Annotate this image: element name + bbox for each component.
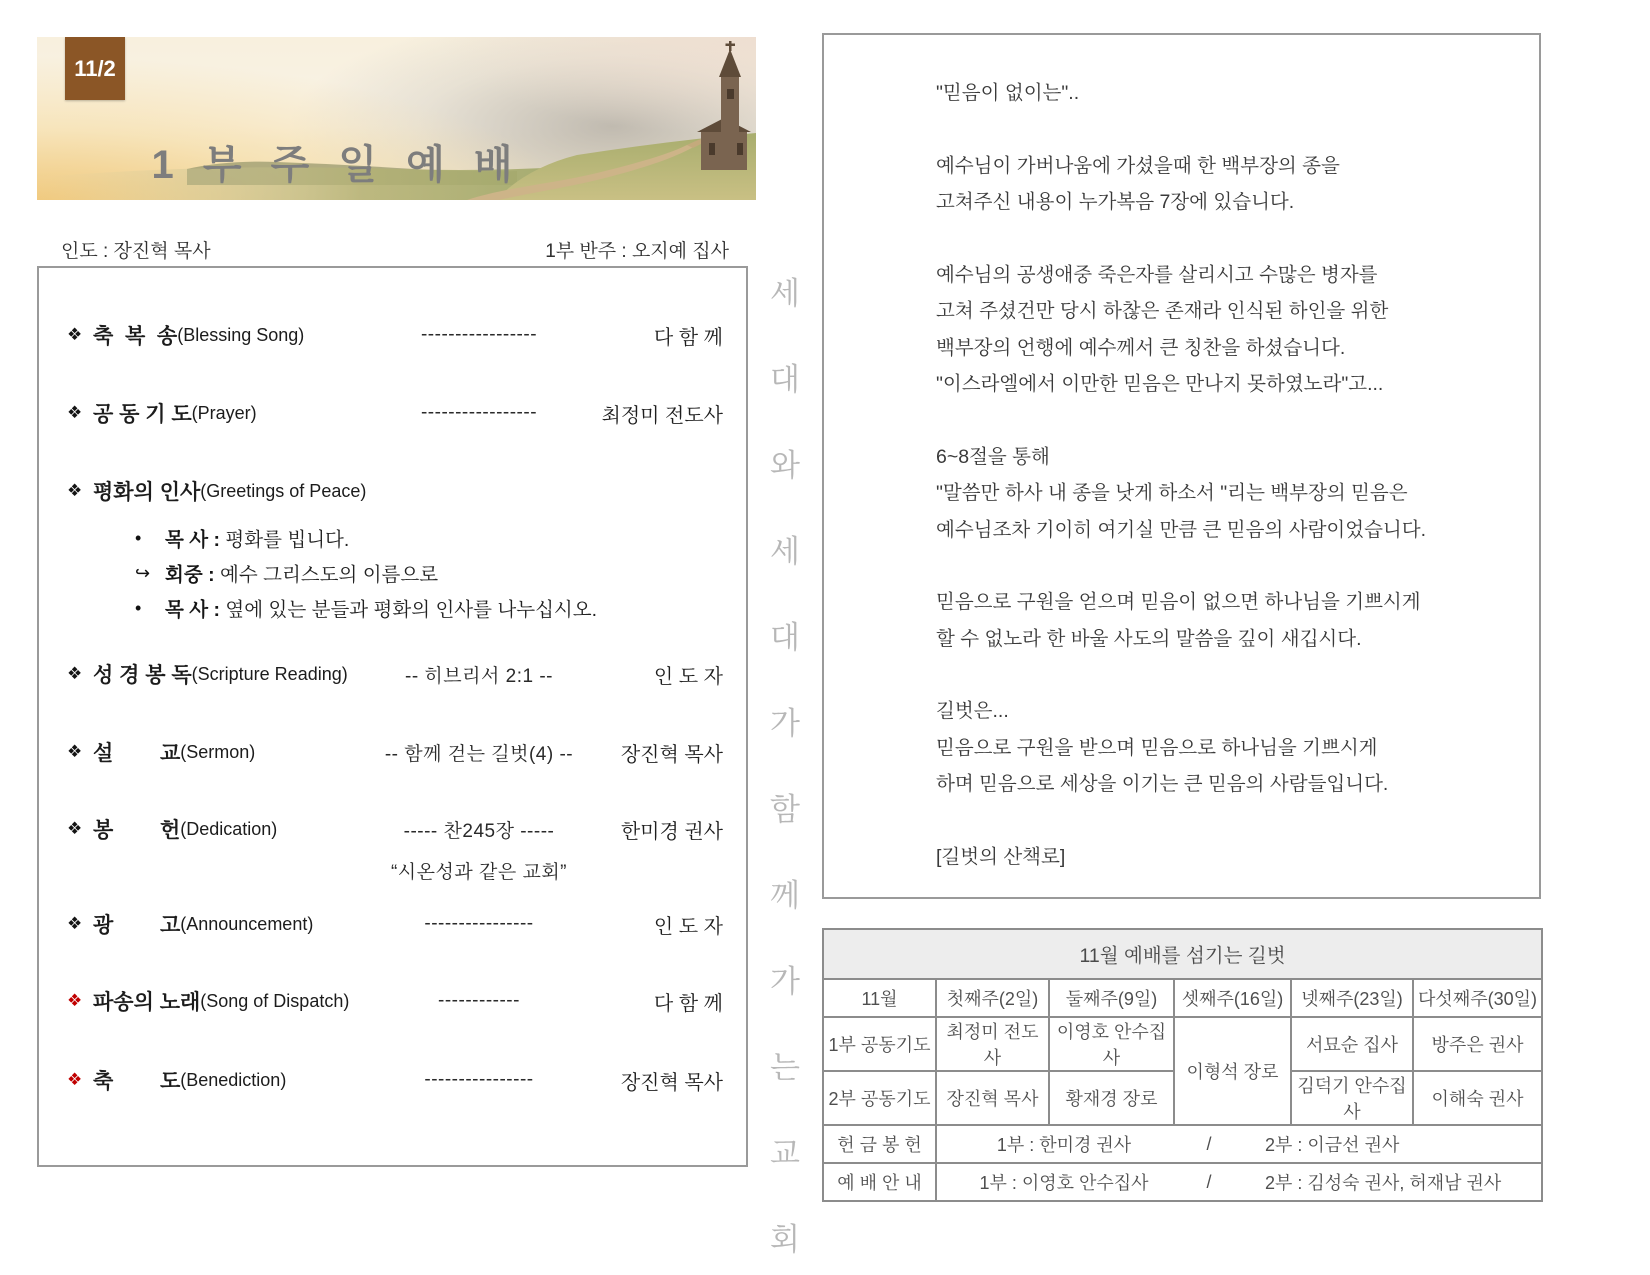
table-cell: 장진혁 목사 <box>936 1071 1049 1125</box>
program-item-song-of-dispatch: ❖ 파송의 노래 (Song of Dispatch) ------------ 다 함 께 <box>67 983 723 1019</box>
vertical-motto: 세 대 와 세 대 가 함 께 가 는 교 회 <box>770 276 800 1257</box>
hymn-number: ----- 찬245장 ----- <box>403 820 555 842</box>
table-cell: 최정미 전도사 <box>936 1017 1049 1071</box>
program-person: 장진혁 목사 <box>620 1071 723 1094</box>
program-person: 장진혁 목사 <box>620 743 723 766</box>
bullet-icon: • <box>135 527 142 548</box>
table-cell: 김덕기 안수집사 <box>1291 1071 1413 1125</box>
week-header-cell: 둘째주(9일) <box>1049 979 1174 1017</box>
week-header-cell: 넷째주(23일) <box>1291 979 1413 1017</box>
arrow-icon: ↪ <box>135 562 151 583</box>
meditation-paragraph: 길벗은... 믿음으로 구원을 받으며 믿음으로 하나님을 기쁘시게 하며 믿음으로 세상을 이기는 큰 믿음의 사람들입니다. <box>936 700 1389 795</box>
accompanist: 1부 반주 : 오지예 집사 <box>545 241 729 262</box>
date-badge: 11/2 <box>65 37 125 100</box>
program-mid: ----------------- <box>420 324 538 345</box>
table-cell: 방주은 권사 <box>1413 1017 1542 1071</box>
program-item-benediction: ❖ 축 도 (Benediction) ---------------- 장진혁 목사 <box>67 1062 723 1098</box>
program-mid: ------------ <box>438 990 520 1011</box>
program-mid: ----------------- <box>420 402 538 423</box>
leaders-line <box>61 236 729 263</box>
page-title: 1 부 주 일 예 배 <box>151 143 522 187</box>
table-cell: 이해숙 권사 <box>1413 1071 1542 1125</box>
table-row-offering <box>823 1125 1542 1163</box>
meditation-paragraph: 예수님이 가버나움에 가셨을때 한 백부장의 종을 고쳐주신 내용이 누가복음 7장에 있습니다. <box>936 154 1340 213</box>
table-cell-merged: 1부 : 이영호 안수집사 / 2부 : 김성숙 권사, 허재남 권사 <box>936 1163 1542 1201</box>
scripture-reference: -- 히브리서 2:1 -- <box>405 665 553 687</box>
diamond-icon: ❖ <box>67 742 83 761</box>
table-title: 11월 예배를 섬기는 길벗 <box>823 929 1542 979</box>
diamond-icon: ❖ <box>67 325 83 344</box>
meditation-paragraph: "믿음이 없이는".. <box>936 82 1080 104</box>
program-person: 다 함 께 <box>653 992 723 1015</box>
program-mid: ---------------- <box>424 913 534 934</box>
program-item-prayer: ❖ 공 동 기 도 (Prayer) ----------------- 최정미 전도사 <box>67 395 723 431</box>
hymn-title: “시온성과 같은 교회” <box>390 861 568 883</box>
week-header-cell: 첫째주(2일) <box>936 979 1049 1017</box>
table-row <box>823 1017 1542 1071</box>
row-label: 헌 금 봉 헌 <box>823 1125 936 1163</box>
table-cell-merged: 1부 : 한미경 권사 / 2부 : 이금선 권사 <box>936 1125 1542 1163</box>
row-label: 예 배 안 내 <box>823 1163 936 1201</box>
table-cell: 황재경 장로 <box>1049 1071 1174 1125</box>
program-item-scripture-reading: ❖ 성 경 봉 독 (Scripture Reading) -- 히브리서 2:1 -- 인 도 자 <box>67 656 723 692</box>
diamond-icon: ❖ <box>67 481 83 500</box>
program-person: 인 도 자 <box>653 665 723 688</box>
diamond-icon: ❖ <box>67 664 83 683</box>
table-week-header-row <box>823 979 1542 1017</box>
hymn-title-row <box>67 852 723 888</box>
program-person: 인 도 자 <box>653 915 723 938</box>
banner <box>37 37 756 200</box>
program-item-dedication: ❖ 봉 헌 (Dedication) ----- 찬245장 ----- 한미경 권사 <box>67 811 723 847</box>
program-mid: ---------------- <box>424 1069 534 1090</box>
diamond-icon-red: ❖ <box>67 991 83 1010</box>
diamond-icon: ❖ <box>67 914 83 933</box>
program-item-announcement: ❖ 광 고 (Announcement) ---------------- 인 도 자 <box>67 906 723 942</box>
worship-order-box <box>37 266 748 1167</box>
greeting-line-pastor-2: • 목 사 : 옆에 있는 분들과 평화의 인사를 나누십시오. <box>135 597 597 621</box>
diamond-icon: ❖ <box>67 819 83 838</box>
row-label: 2부 공동기도 <box>823 1071 936 1125</box>
service-leader: 인도 : 장진혁 목사 <box>61 241 211 262</box>
table-cell: 이영호 안수집사 <box>1049 1017 1174 1071</box>
november-servers-table <box>822 928 1543 1202</box>
table-row-ushers <box>823 1163 1542 1201</box>
bullet-icon: • <box>135 597 142 618</box>
week-header-cell: 11월 <box>823 979 936 1017</box>
meditation-panel <box>822 33 1541 899</box>
week-header-cell: 셋째주(16일) <box>1174 979 1291 1017</box>
meditation-paragraph: 예수님의 공생애중 죽은자를 살리시고 수많은 병자를 고쳐 주셨건만 당시 하찮은 존재라 인식된 하인을 위한 백부장의 언행에 예수께서 큰 칭찬을 하셨습니다. "이스라엘에서 이만한 믿음은 만나지 못하였노라"고... <box>936 263 1389 395</box>
table-cell: 서묘순 집사 <box>1291 1017 1413 1071</box>
meditation-paragraph: 믿음으로 구원을 얻으며 믿음이 없으면 하나님을 기쁘시게 할 수 없노라 한 바울 사도의 말씀을 깊이 새깁시다. <box>936 591 1421 650</box>
meditation-source: [길벗의 산책로] <box>936 845 1066 868</box>
program-item-greetings: ❖ 평화의 인사 (Greetings of Peace) <box>67 480 367 504</box>
sermon-title: -- 함께 걷는 길벗(4) -- <box>384 743 574 765</box>
table-cell: 이형석 장로 <box>1174 1017 1291 1125</box>
program-person: 최정미 전도사 <box>601 404 723 427</box>
program-person: 한미경 권사 <box>620 820 723 843</box>
program-item-blessing-song: ❖ 축 복 송 (Blessing Song) ----------------- 다 함 께 <box>67 317 723 353</box>
greeting-line-pastor-1: • 목 사 : 평화를 빕니다. <box>135 527 350 551</box>
program-person: 다 함 께 <box>653 326 723 349</box>
diamond-icon-red: ❖ <box>67 1070 83 1089</box>
meditation-paragraph: 6~8절을 통해 "말씀만 하사 내 종을 낫게 하소서 "리는 백부장의 믿음은 예수님조차 기이히 여기실 만큼 큰 믿음의 사람이었습니다. <box>936 445 1427 541</box>
diamond-icon: ❖ <box>67 403 83 422</box>
row-label: 1부 공동기도 <box>823 1017 936 1071</box>
week-header-cell: 다섯째주(30일) <box>1413 979 1542 1017</box>
program-item-sermon: ❖ 설 교 (Sermon) -- 함께 걷는 길벗(4) -- 장진혁 목사 <box>67 734 723 770</box>
greeting-line-congregation: ↪ 회중 : 예수 그리스도의 이름으로 <box>135 562 439 586</box>
